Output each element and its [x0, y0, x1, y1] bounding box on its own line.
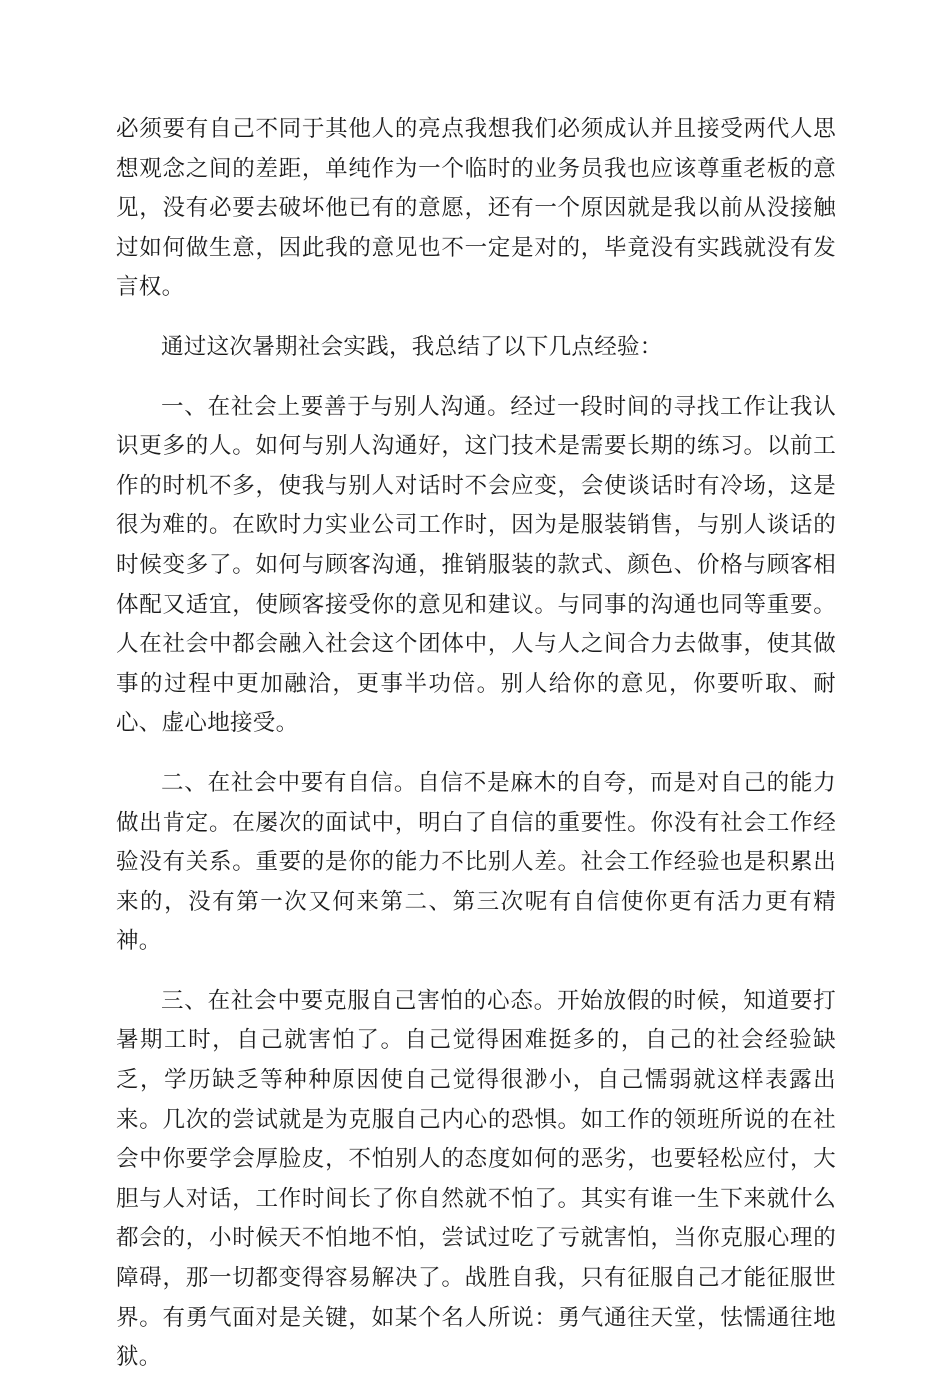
paragraph-point-communication: 一、在社会上要善于与别人沟通。经过一段时间的寻找工作让我认识更多的人。如何与别人沟通好，这门技术是需要长期的练习。以前工作的时机不多，使我与别人对话时不会应变，会使谈话时有冷场，这是很为难的。在欧时力实业公司工作时，因为是服装销售，与别人谈话的时候变多了。如何与顾客沟通，推销服装的款式、颜色、价格与顾客相体配又适宜，使顾客接受你的意见和建议。与同事的沟通也同等重要。人在社会中都会融入社会这个团体中，人与人之间合力去做事，使其做事的过程中更加融洽，更事半功倍。别人给你的意见，你要听取、耐心、虚心地接受。 [116, 393, 836, 737]
paragraph-summary-intro: 通过这次暑期社会实践，我总结了以下几点经验： [161, 333, 663, 360]
document-body [116, 110, 836, 1378]
paragraph-point-confidence: 二、在社会中要有自信。自信不是麻木的自夸，而是对自己的能力做出肯定。在屡次的面试中，明白了自信的重要性。你没有社会工作经验没有关系。重要的是你的能力不比别人差。社会工作经验也是积累出来的，没有第一次又何来第二、第三次呢有自信使你更有活力更有精神。 [116, 769, 836, 955]
paragraph-continuation: 必须要有自己不同于其他人的亮点我想我们必须成认并且接受两代人思想观念之间的差距，单纯作为一个临时的业务员我也应该尊重老板的意见，没有必要去破坏他已有的意愿，还有一个原因就是我以前从没接触过如何做生意，因此我的意见也不一定是对的，毕竟没有实践就没有发言权。 [116, 116, 836, 301]
paragraph-point-overcome-fear: 三、在社会中要克服自己害怕的心态。开始放假的时候，知道要打暑期工时，自己就害怕了。自己觉得困难挺多的，自己的社会经验缺乏，学历缺乏等种种原因使自己觉得很渺小，自己懦弱就这样表露出来。几次的尝试就是为克服自己内心的恐惧。如工作的领班所说的在社会中你要学会厚脸皮，不怕别人的态度如何的恶劣，也要轻松应付，大胆与人对话，工作时间长了你自然就不怕了。其实有谁一生下来就什么都会的，小时候天不怕地不怕，尝试过吃了亏就害怕，当你克服心理的障碍，那一切都变得容易解决了。战胜自我，只有征服自己才能征服世界。有勇气面对是关键，如某个名人所说：勇气通往天堂，怯懦通往地狱。 [116, 987, 836, 1371]
